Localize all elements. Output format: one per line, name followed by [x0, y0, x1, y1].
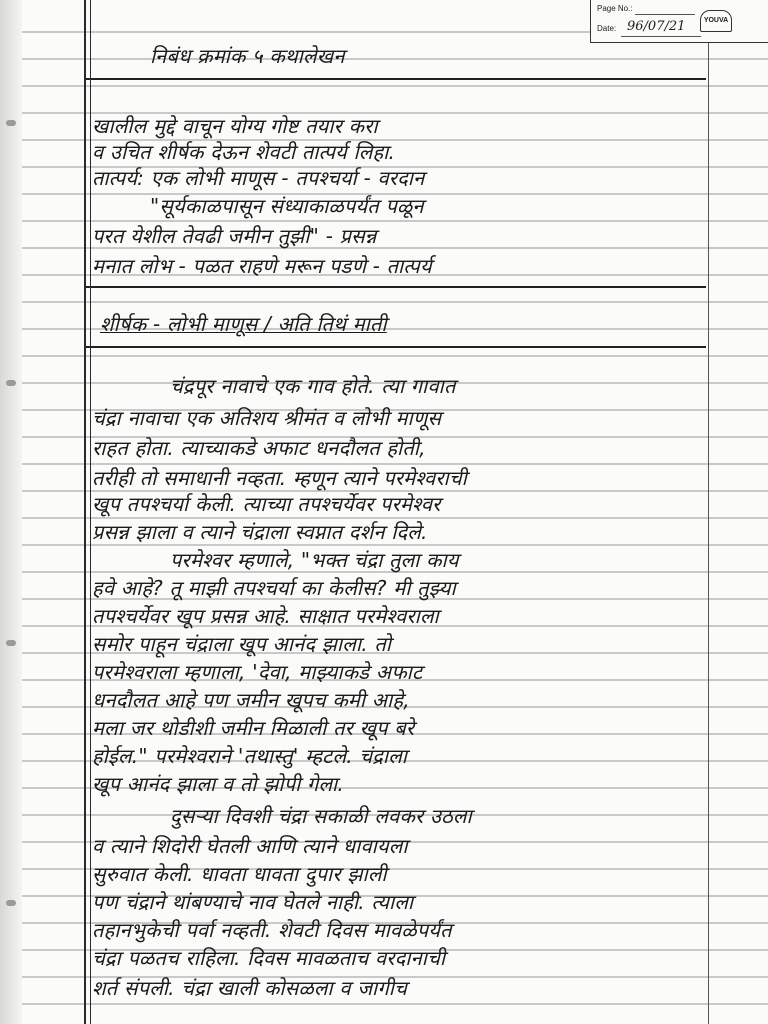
binding-hole	[6, 640, 16, 646]
essay-line: हवे आहे? तू माझी तपश्चर्या का केलीस? मी तुझ्या	[92, 576, 456, 600]
points-line: "सूर्यकाळपासून संध्याकाळपर्यंत पळून	[150, 194, 424, 218]
essay-line: दुसऱ्या दिवशी चंद्रा सकाळी लवकर उठला	[170, 804, 472, 828]
binding-hole	[6, 120, 16, 126]
essay-title: निबंध क्रमांक ५ कथालेखन	[150, 44, 345, 68]
margin-line	[90, 0, 91, 1024]
essay-line: शर्त संपली. चंद्रा खाली कोसळला व जागीच	[92, 976, 407, 1000]
date-line	[621, 36, 701, 37]
points-line: तात्पर्य: एक लोभी माणूस - तपश्चर्या - वरदान	[92, 166, 425, 190]
essay-line: होईल." परमेश्वराने 'तथास्तु' म्हटले. चंद्राला	[92, 744, 408, 768]
page-no-line	[635, 14, 695, 15]
essay-heading: शीर्षक - लोभी माणूस / अति तिथं माती	[100, 312, 387, 336]
margin-line	[84, 0, 86, 1024]
essay-line: तपश्चर्येवर खूप प्रसन्न आहे. साक्षात परमेश्वराला	[92, 604, 439, 628]
margin-line-right	[708, 0, 709, 1024]
essay-line: समोर पाहून चंद्राला खूप आनंद झाला. तो	[92, 632, 392, 656]
essay-line: चंद्रा पळतच राहिला. दिवस मावळताच वरदानाची	[92, 946, 446, 970]
essay-line: राहत होता. त्याच्याकडे अफाट धनदौलत होती,	[92, 436, 426, 460]
binding-edge	[0, 0, 22, 1024]
binding-hole	[6, 380, 16, 386]
essay-line: पण चंद्राने थांबण्याचे नाव घेतले नाही. त्याला	[92, 890, 414, 914]
essay-line: परमेश्वराला म्हणाला, 'देवा, माझ्याकडे अफाट	[92, 660, 423, 684]
essay-line: खूप आनंद झाला व तो झोपी गेला.	[92, 772, 344, 796]
date-label	[597, 19, 686, 34]
section-rule	[86, 286, 706, 288]
instruction-line: व उचित शीर्षक देऊन शेवटी तात्पर्य लिहा.	[92, 140, 396, 164]
essay-line: व त्याने शिदोरी घेतली आणि त्याने धावायला	[92, 834, 408, 858]
essay-line: चंद्रा नावाचा एक अतिशय श्रीमंत व लोभी माणूस	[92, 406, 442, 430]
essay-line: परमेश्वर म्हणाले, "भक्त चंद्रा तुला काय	[170, 548, 459, 572]
essay-line: चंद्रपूर नावाचे एक गाव होते. त्या गावात	[170, 374, 456, 398]
brand-logo: YOUVA	[700, 10, 732, 32]
essay-line: तहानभुकेची पर्वा नव्हती. शेवटी दिवस मावळेपर्यंत	[92, 918, 452, 942]
page-no-label: Page No.:	[597, 4, 633, 13]
essay-line: मला जर थोडीशी जमीन मिळाली तर खूप बरे	[92, 716, 415, 740]
essay-line: प्रसन्न झाला व त्याने चंद्राला स्वप्नात दर्शन दिले.	[92, 520, 428, 544]
points-line: मनात लोभ - पळत राहणे मरून पडणे - तात्पर्य	[92, 254, 432, 278]
page-header-box	[590, 0, 768, 43]
binding-hole	[6, 900, 16, 906]
essay-line: धनदौलत आहे पण जमीन खूपच कमी आहे,	[92, 688, 410, 712]
essay-line: सुरुवात केली. धावता धावता दुपार झाली	[92, 862, 387, 886]
essay-line: खूप तपश्चर्या केली. त्याच्या तपश्चर्येवर परमेश्वर	[92, 492, 441, 516]
instruction-line: खालील मुद्दे वाचून योग्य गोष्ट तयार करा	[92, 114, 378, 138]
date-label-text: Date:	[597, 24, 617, 33]
heading-rule	[86, 346, 706, 348]
points-line: परत येशील तेवढी जमीन तुझी" - प्रसन्न	[92, 224, 377, 248]
date-value: 96/07/21	[627, 19, 686, 34]
essay-line: तरीही तो समाधानी नव्हता. म्हणून त्याने परमेश्वराची	[92, 466, 468, 490]
title-rule	[86, 78, 706, 80]
